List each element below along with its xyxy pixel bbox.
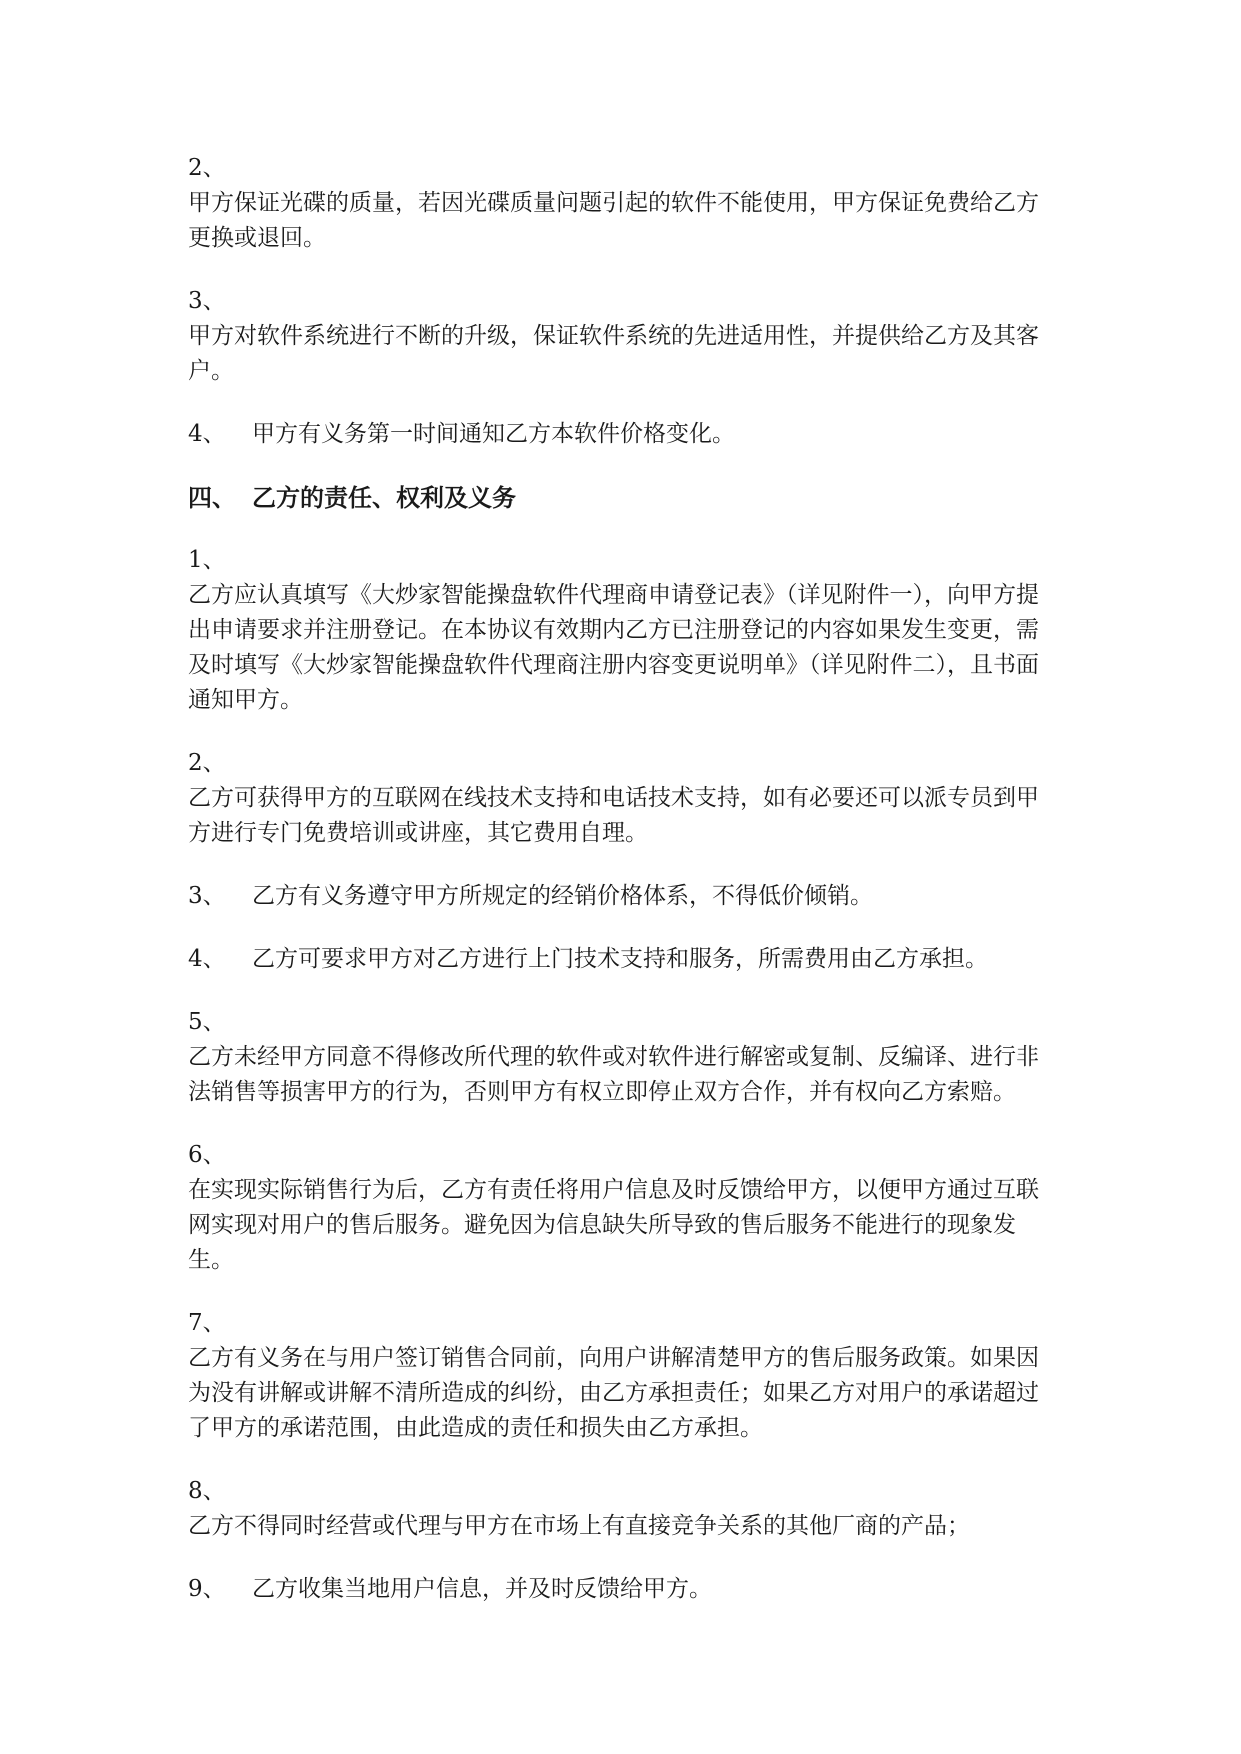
clause-number: 2、 bbox=[188, 750, 226, 776]
clause-3-2 bbox=[188, 151, 1058, 256]
clause-4-9 bbox=[188, 1572, 1058, 1607]
clause-text: 甲方有义务第一时间通知乙方本软件价格变化。 bbox=[252, 421, 735, 447]
clause-number: 7、 bbox=[188, 1310, 226, 1336]
clause-number: 3、 bbox=[188, 288, 226, 314]
clause-text: 乙方应认真填写《大炒家智能操盘软件代理商申请登记表》（详见附件一），向甲方提出申请要求并注册登记。在本协议有效期内乙方已注册登记的内容如果发生变更，需及时填写《大炒家智能操盘软件代理商注册内容变更说明单》（详见附件二），且书面通知甲方。 bbox=[188, 582, 1039, 713]
clause-4-8 bbox=[188, 1474, 1058, 1544]
section-title: 乙方的责任、权利及义务 bbox=[252, 483, 516, 512]
clause-text: 乙方收集当地用户信息，并及时反馈给甲方。 bbox=[252, 1576, 712, 1602]
clause-4-6 bbox=[188, 1138, 1058, 1278]
clause-number: 8、 bbox=[188, 1478, 226, 1504]
clause-text: 甲方保证光碟的质量，若因光碟质量问题引起的软件不能使用，甲方保证免费给乙方更换或退回。 bbox=[188, 190, 1039, 251]
clause-number: 4、 bbox=[188, 421, 226, 447]
clause-number: 2、 bbox=[188, 155, 226, 181]
clause-text: 乙方可要求甲方对乙方进行上门技术支持和服务，所需费用由乙方承担。 bbox=[252, 946, 988, 972]
clause-number: 9、 bbox=[188, 1576, 226, 1602]
clause-number: 3、 bbox=[188, 883, 226, 909]
clause-4-4 bbox=[188, 942, 1058, 977]
section-heading bbox=[188, 480, 1058, 515]
document-body bbox=[188, 151, 1058, 1635]
clause-text: 甲方对软件系统进行不断的升级，保证软件系统的先进适用性，并提供给乙方及其客户。 bbox=[188, 323, 1039, 384]
clause-4-3 bbox=[188, 879, 1058, 914]
clause-4-1 bbox=[188, 543, 1058, 718]
clause-text: 乙方未经甲方同意不得修改所代理的软件或对软件进行解密或复制、反编译、进行非法销售等损害甲方的行为，否则甲方有权立即停止双方合作，并有权向乙方索赔。 bbox=[188, 1044, 1039, 1105]
clause-4-2 bbox=[188, 746, 1058, 851]
clause-text: 乙方有义务在与用户签订销售合同前，向用户讲解清楚甲方的售后服务政策。如果因为没有讲解或讲解不清所造成的纠纷，由乙方承担责任；如果乙方对用户的承诺超过了甲方的承诺范围，由此造成的责任和损失由乙方承担。 bbox=[188, 1345, 1039, 1441]
clause-text: 乙方有义务遵守甲方所规定的经销价格体系，不得低价倾销。 bbox=[252, 883, 873, 909]
clause-number: 6、 bbox=[188, 1142, 226, 1168]
clause-text: 乙方可获得甲方的互联网在线技术支持和电话技术支持，如有必要还可以派专员到甲方进行专门免费培训或讲座，其它费用自理。 bbox=[188, 785, 1039, 846]
clause-3-3 bbox=[188, 284, 1058, 389]
clause-3-4 bbox=[188, 417, 1058, 452]
clause-number: 1、 bbox=[188, 547, 226, 573]
clause-4-7 bbox=[188, 1306, 1058, 1446]
clause-4-5 bbox=[188, 1005, 1058, 1110]
clause-text: 在实现实际销售行为后，乙方有责任将用户信息及时反馈给甲方，以便甲方通过互联网实现对用户的售后服务。避免因为信息缺失所导致的售后服务不能进行的现象发生。 bbox=[188, 1177, 1039, 1273]
section-number: 四、 bbox=[188, 483, 236, 512]
clause-number: 5、 bbox=[188, 1009, 226, 1035]
clause-number: 4、 bbox=[188, 946, 226, 972]
clause-text: 乙方不得同时经营或代理与甲方在市场上有直接竞争关系的其他厂商的产品； bbox=[188, 1513, 970, 1539]
